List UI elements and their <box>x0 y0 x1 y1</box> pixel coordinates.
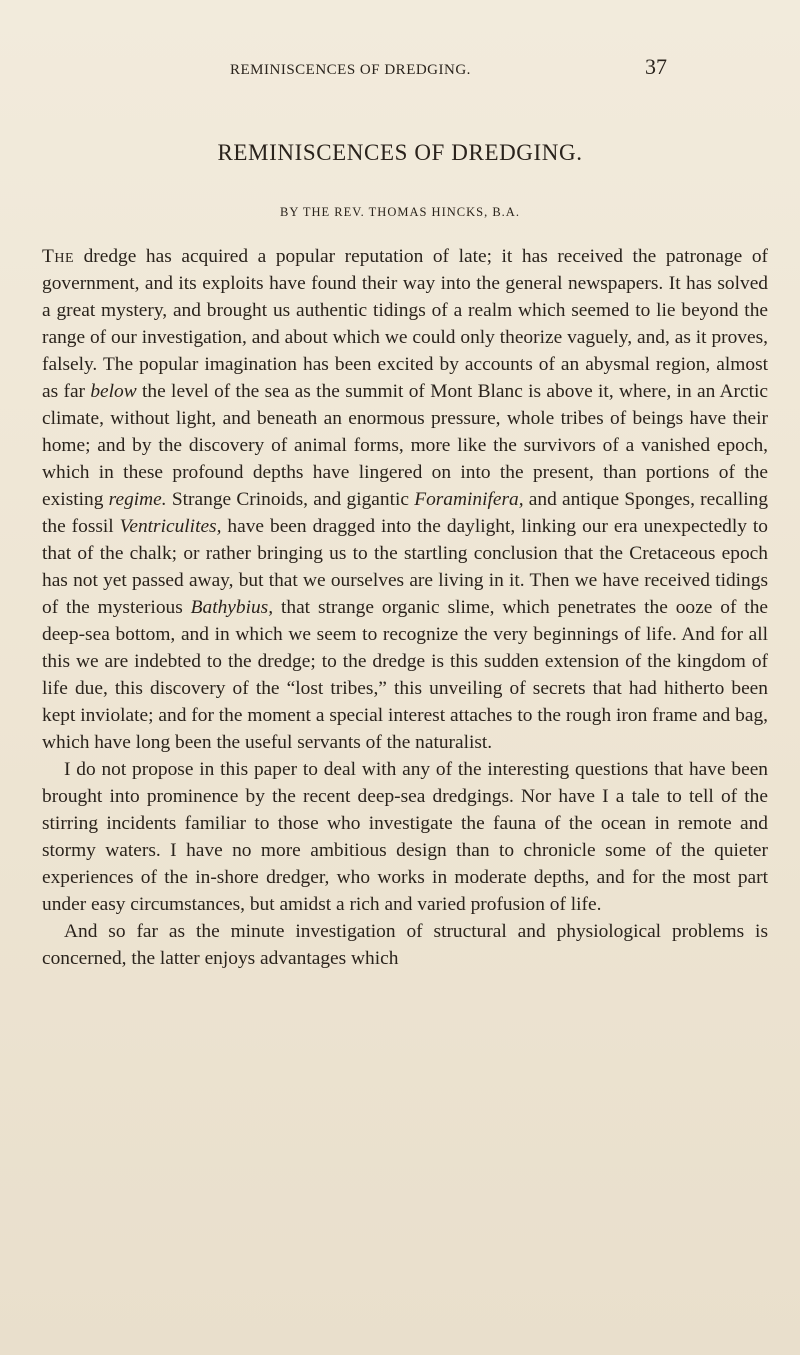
lead-word: The <box>42 246 75 267</box>
italic-term: Bathybius, <box>190 597 274 618</box>
byline: BY THE REV. THOMAS HINCKS, B.A. <box>280 205 520 219</box>
text-run: and antique Sponges, recalling the fossil <box>42 489 769 537</box>
italic-term: below <box>90 381 137 402</box>
article-body <box>42 243 768 972</box>
article-title: REMINISCENCES OF DREDGING. <box>217 140 583 165</box>
text-run: have been dragged into the daylight, linking our era unexpectedly to that of the chalk; or rather bringing us to the startling conclusion that the Cretaceous epoch has not yet passed away, but that we ourselves are living in it. Then we have received tidings of the mysterious <box>42 516 769 618</box>
italic-term: Ventriculites, <box>119 516 222 537</box>
paragraph: I do not propose in this paper to deal with any of the interesting questions that have been brought into prominence by the recent deep-sea dredgings. Nor have I a tale to tell of the stirring incidents familiar to those who investigate the fauna of the ocean in remote and stormy waters. I have no more ambitious design than to chronicle some of the quieter experiences of the in-shore dredger, who works in moderate depths, and for the most part under easy circumstances, but amidst a rich and varied profusion of life. <box>42 759 768 915</box>
running-head: REMINISCENCES OF DREDGING. <box>230 62 471 78</box>
paragraph: And so far as the minute investigation of structural and physiological problems is concerned, the latter enjoys advantages which <box>42 921 768 969</box>
page-number: 37 <box>645 54 667 79</box>
text-run: the level of the sea as the summit of Mont Blanc is above it, where, in an Arctic climate, without light, and beneath an enormous pressure, whole tribes of beings have their home; and by the discovery of animal forms, more like the survivors of a vanished epoch, which in these profound depths have lingered on into the present, than portions of the existing <box>42 381 768 510</box>
text-run: that strange organic slime, which penetrates the ooze of the deep-sea bottom, and in which we seem to recognize the very beginnings of life. And for all this we are indebted to the dredge; to the dredge is this sudden extension of the kingdom of life due, this discovery of the “lost tribes,” this unveiling of secrets that had hitherto been kept inviolate; and for the moment a special interest attaches to the rough iron frame and bag, which have long been the useful servants of the naturalist. <box>42 597 768 753</box>
text-run: dredge has acquired a popular reputation of late; it has received the patronage of government, and its exploits have found their way into the general newspapers. It has solved a great mystery, and brought us authentic tidings of a realm which seemed to lie beyond the range of our investigation, and about which we could only theorize vaguely, and, as it proves, falsely. The popular imagination has been excited by accounts of an abysmal region, almost as far <box>42 246 768 402</box>
italic-term: Foraminifera, <box>414 489 524 510</box>
text-run: Strange Crinoids, and gigantic <box>166 489 415 510</box>
paragraph <box>42 243 768 756</box>
italic-term: regime. <box>108 489 167 510</box>
